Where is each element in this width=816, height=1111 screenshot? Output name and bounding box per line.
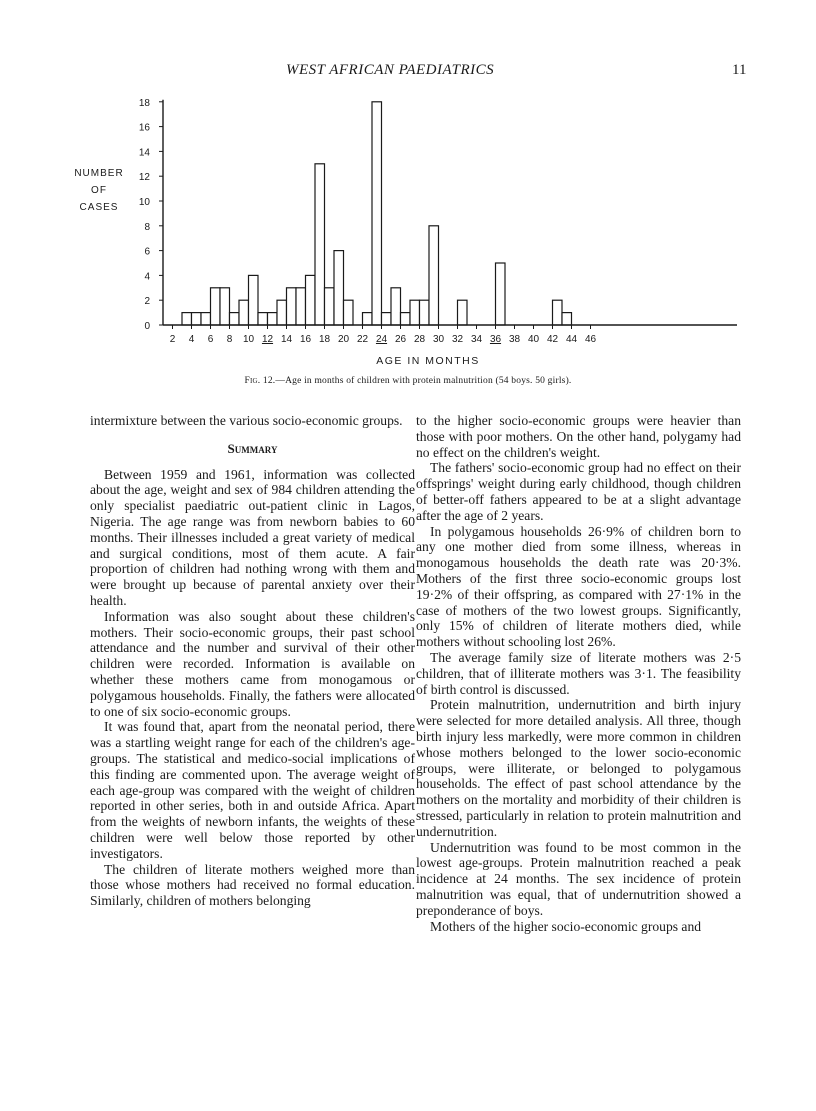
y-tick-label: 18 xyxy=(138,97,150,109)
histogram-bar xyxy=(201,313,211,325)
paragraph: to the higher socio-economic groups were heavier than those with poor mothers. On the other hand, polygamy had no effect on the children's weight. xyxy=(416,413,741,460)
histogram-bar xyxy=(249,275,259,325)
page-number: 11 xyxy=(732,62,747,78)
paragraph: intermixture between the various socio-economic groups. xyxy=(90,413,403,428)
x-tick-label: 36 xyxy=(489,334,502,345)
x-tick-label: 32 xyxy=(451,334,464,345)
histogram-bar xyxy=(382,313,392,325)
x-tick-label: 24 xyxy=(375,334,388,345)
running-header xyxy=(0,62,816,84)
x-tick-label: 28 xyxy=(413,334,426,345)
x-tick-label: 42 xyxy=(546,334,559,345)
figure-caption xyxy=(0,376,816,386)
x-tick-label: 16 xyxy=(299,334,312,345)
histogram-bar xyxy=(496,263,506,325)
y-tick-label: 6 xyxy=(144,246,150,258)
histogram-bar xyxy=(325,288,335,325)
section-heading: Summary xyxy=(227,440,278,456)
bars xyxy=(182,102,572,325)
x-tick-label: 2 xyxy=(169,334,176,345)
histogram-bar xyxy=(277,300,287,325)
x-tick-label: 4 xyxy=(188,334,195,345)
paragraph: Information was also sought about these children's mothers. Their socio-economic groups, their past school attendance and the number and survival of their other children were recorded. Information is available on whether these mothers came from monogamous or polygamous households. Finally, the fathers were allocated to one of six socio-economic groups. xyxy=(90,608,415,719)
figure-caption-label: Fig. 12. xyxy=(244,376,276,386)
x-tick-label: 10 xyxy=(242,334,255,345)
histogram-bar xyxy=(429,226,439,325)
histogram-bar xyxy=(239,300,249,325)
histogram-bar xyxy=(211,288,221,325)
y-tick-label: 4 xyxy=(144,271,150,283)
histogram-bar xyxy=(287,288,297,325)
y-axis-label-line: CASES xyxy=(79,202,119,213)
x-tick-label: 30 xyxy=(432,334,445,345)
histogram-bar xyxy=(391,288,401,325)
x-axis-ticks xyxy=(170,325,597,345)
paragraph: Between 1959 and 1961, information was collected about the age, weight and sex of 984 children attending the only specialist paediatric out-patient clinic in Lagos, Nigeria. The age range was from newborn babies to 60 months. Their illnesses included a great variety of medical and surgical conditions, most of them acute. A fair proportion of children had nothing wrong with them and were brought up because of parental anxiety over their health. xyxy=(90,466,415,608)
y-tick-label: 12 xyxy=(138,172,150,184)
paragraph: Mothers of the higher socio-economic groups and xyxy=(430,918,702,934)
x-tick-label: 26 xyxy=(394,334,407,345)
x-tick-label: 38 xyxy=(508,334,521,345)
journal-title: WEST AFRICAN PAEDIATRICS xyxy=(286,62,495,78)
y-axis-label-line: NUMBER xyxy=(74,168,124,179)
histogram-bar xyxy=(401,313,411,325)
paragraph: In polygamous households 26·9% of children born to any one mother died from some illness, whereas in monogamous households the death rate was 20·3%. Mothers of the first three socio-economic groups lost 19·2% of their offspring, as compared with 27·1% in the case of mothers of the two lowest groups. Significantly, only 15% of children of literate mothers died, while mothers without schooling lost 26%. xyxy=(416,523,741,650)
paragraph: Protein malnutrition, undernutrition and birth injury were selected for more detailed analysis. All three, though birth injury less markedly, were more common in children whose mothers belonged to the lower socio-economic groups, were illiterate, or belonged to polygamous households. The effect of past school attendance by the mothers on the mortality and morbidity of their children is stressed, particularly in relation to protein malnutrition and undernutrition. xyxy=(416,697,741,839)
x-tick-label: 22 xyxy=(356,334,369,345)
histogram-bar xyxy=(334,251,344,325)
histogram-bar xyxy=(296,288,306,325)
paragraph: Undernutrition was found to be most common in the lowest age-groups. Protein malnutrition reached a peak incidence at 24 months. The sex incidence of protein malnutrition was equal, that of undernutrition showed a preponderance of boys. xyxy=(416,839,741,918)
y-tick-label: 8 xyxy=(144,221,150,233)
histogram-bar xyxy=(458,300,468,325)
x-tick-label: 34 xyxy=(470,334,483,345)
left-column xyxy=(90,413,415,909)
histogram-bar xyxy=(220,288,230,325)
y-axis-label-line: OF xyxy=(91,185,107,196)
paragraph: The fathers' socio-economic group had no effect on their offsprings' weight during early childhood, though children of better-off fathers appeared to be at a slight advantage after the age of 2 years. xyxy=(416,460,741,523)
right-column xyxy=(416,413,741,934)
x-tick-label: 18 xyxy=(318,334,331,345)
y-tick-label: 10 xyxy=(138,197,150,208)
y-tick-label: 2 xyxy=(144,296,150,308)
histogram-bar xyxy=(420,300,430,325)
x-tick-label: 6 xyxy=(207,334,214,345)
y-tick-label: 0 xyxy=(144,321,150,332)
histogram-bar xyxy=(363,313,373,325)
x-tick-label: 44 xyxy=(565,334,578,345)
histogram-bar xyxy=(258,313,268,325)
histogram-bar xyxy=(306,275,316,325)
histogram-bar xyxy=(344,300,354,325)
y-axis-ticks xyxy=(139,98,163,332)
x-tick-label: 8 xyxy=(226,334,233,345)
histogram-chart xyxy=(0,90,816,370)
histogram-bar xyxy=(372,102,382,325)
paragraph: It was found that, apart from the neonatal period, there was a startling weight range for each of the children's age-groups. The statistical and medico-social implications of this finding are commented upon. The average weight of each age-group was compared with the weight of children reported in other series, both in and outside Africa. Apart from the weights of newborn infants, the weights of these children were well below those reported by other investigators. xyxy=(90,719,415,861)
x-tick-label: 46 xyxy=(584,334,597,345)
x-tick-label: 14 xyxy=(280,334,293,345)
histogram-bar xyxy=(562,313,572,325)
figure-caption-text: —Age in months of children with protein malnutrition (54 boys. 50 girls). xyxy=(275,376,572,386)
x-tick-label: 12 xyxy=(261,334,274,345)
paragraph: The children of literate mothers weighed more than those whose mothers had received no formal education. Similarly, children of mothers belonging xyxy=(90,861,415,909)
histogram-bar xyxy=(553,300,563,325)
x-tick-label: 20 xyxy=(337,334,350,345)
histogram-bar xyxy=(182,313,192,325)
x-tick-label: 40 xyxy=(527,334,540,345)
y-tick-label: 16 xyxy=(138,122,150,134)
y-tick-label: 14 xyxy=(138,147,150,159)
paragraph: The average family size of literate mothers was 2·5 children, that of illiterate mothers was 3·1. The feasibility of birth control is discussed. xyxy=(416,649,741,697)
histogram-bar xyxy=(315,164,325,325)
histogram-bar xyxy=(192,313,202,325)
histogram-bar xyxy=(268,313,278,325)
histogram-bar xyxy=(410,300,420,325)
histogram-bar xyxy=(230,313,240,325)
y-axis-label xyxy=(74,168,123,213)
x-axis-label: AGE IN MONTHS xyxy=(376,355,480,367)
